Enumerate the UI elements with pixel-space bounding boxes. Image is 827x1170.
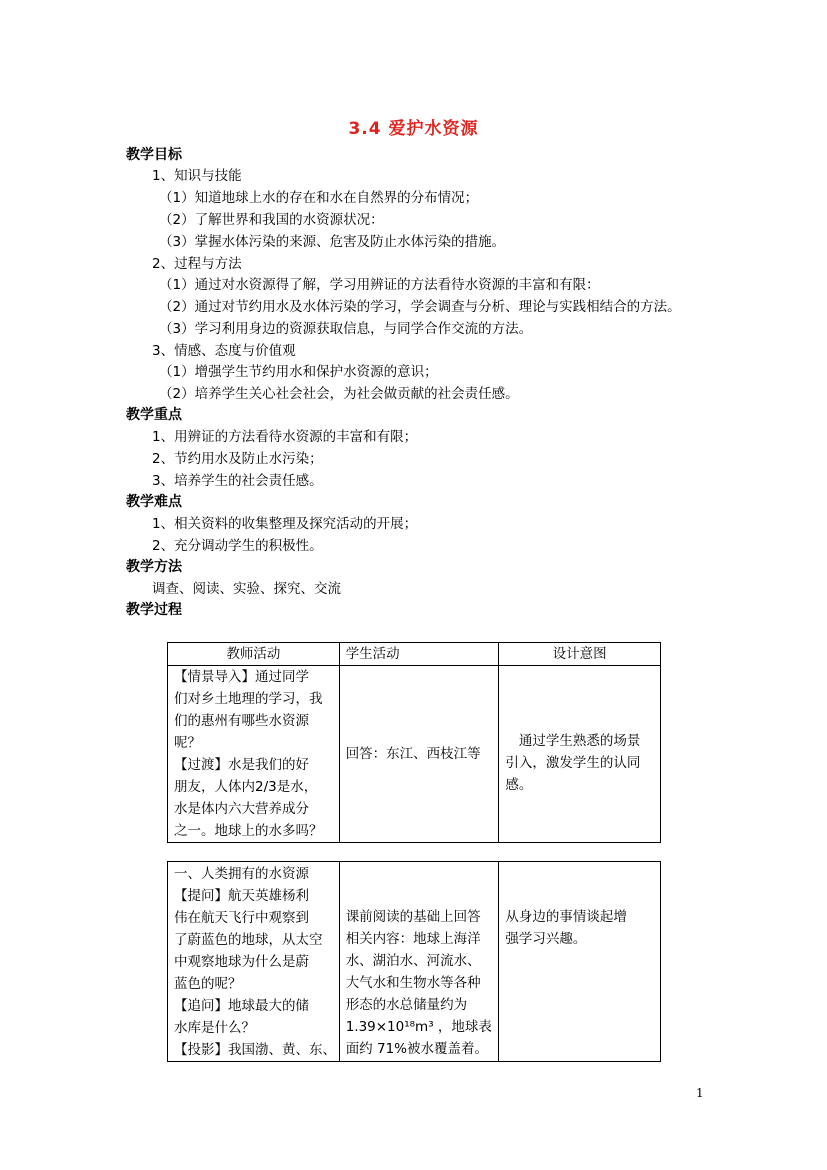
goal-line: （1）知道地球上水的存在和水在自然界的分布情况； — [159, 190, 479, 206]
goal-line: （2）了解世界和我国的水资源状况： — [159, 212, 384, 228]
header-student-activity: 学生活动 — [339, 643, 499, 666]
process-table-1 — [167, 642, 661, 843]
design-intent-cell: 通过学生熟悉的场景 引入，激发学生的认同 感。 — [499, 666, 661, 843]
difficulty-line: 2、充分调动学生的积极性。 — [152, 538, 323, 554]
goal-line: （1）通过对水资源得了解，学习用辨证的方法看待水资源的丰富和有限： — [159, 277, 600, 293]
section-heading-goals: 教学目标 — [126, 147, 182, 163]
goal-line: （2）通过对节约用水及水体污染的学习，学会调查与分析、理论与实践相结合的方法。 — [159, 299, 681, 315]
page-number: 1 — [696, 1086, 704, 1100]
page-title: 3.4 爱护水资源 — [348, 119, 479, 139]
teacher-activity-cell: 【情景导入】通过同学 们对乡土地理的学习，我 们的惠州有哪些水资源 呢？ 【过渡】水是我们的好 朋友，人体内2/3是水， 水是体内六大营养成分 之一。地球上的水多吗？ — [168, 666, 340, 843]
goal-line: （3）掌握水体污染的来源、危害及防止水体污染的措施。 — [159, 234, 506, 250]
difficulty-line: 1、相关资料的收集整理及探究活动的开展； — [152, 516, 418, 532]
section-heading-methods: 教学方法 — [126, 559, 182, 575]
goal-line: 3、情感、态度与价值观 — [152, 343, 296, 359]
goal-line: （2）培养学生关心社会社会，为社会做贡献的社会责任感。 — [159, 386, 519, 402]
header-design-intent: 设计意图 — [499, 643, 661, 666]
keypoint-line: 1、用辨证的方法看待水资源的丰富和有限； — [152, 429, 418, 445]
goal-line: 1、知识与技能 — [152, 168, 242, 184]
keypoint-line: 3、培养学生的社会责任感。 — [152, 473, 323, 489]
keypoint-line: 2、节约用水及防止水污染； — [152, 451, 323, 467]
section-heading-difficulties: 教学难点 — [126, 494, 182, 510]
section-heading-process: 教学过程 — [126, 602, 182, 618]
goal-line: 2、过程与方法 — [152, 256, 242, 272]
goal-line: （3）学习利用身边的资源获取信息，与同学合作交流的方法。 — [159, 321, 533, 337]
header-teacher-activity: 教师活动 — [168, 643, 340, 666]
design-intent-cell: 从身边的事情谈起增 强学习兴趣。 — [499, 862, 661, 1062]
student-activity-cell: 课前阅读的基础上回答 相关内容：地球上海洋 水、湖泊水、河流水、 大气水和生物水等各种 形态的水总储量约为 1.39×10¹⁸m³ ，地球表 面约 71%被水覆盖着。 — [339, 862, 499, 1062]
teacher-activity-cell: 一、人类拥有的水资源 【提问】航天英雄杨利 伟在航天飞行中观察到 了蔚蓝色的地球，从太空 中观察地球为什么是蔚 蓝色的呢？ 【追问】地球最大的储 水库是什么？ 【投影】我国渤、黄、东、 — [168, 862, 340, 1062]
goal-line: （1）增强学生节约用水和保护水资源的意识； — [159, 364, 438, 380]
student-activity-cell: 回答：东江、西枝江等 — [339, 666, 499, 843]
process-table-2 — [167, 861, 661, 1062]
method-line: 调查、阅读、实验、探究、交流 — [152, 581, 341, 597]
section-heading-keypoints: 教学重点 — [126, 407, 182, 423]
